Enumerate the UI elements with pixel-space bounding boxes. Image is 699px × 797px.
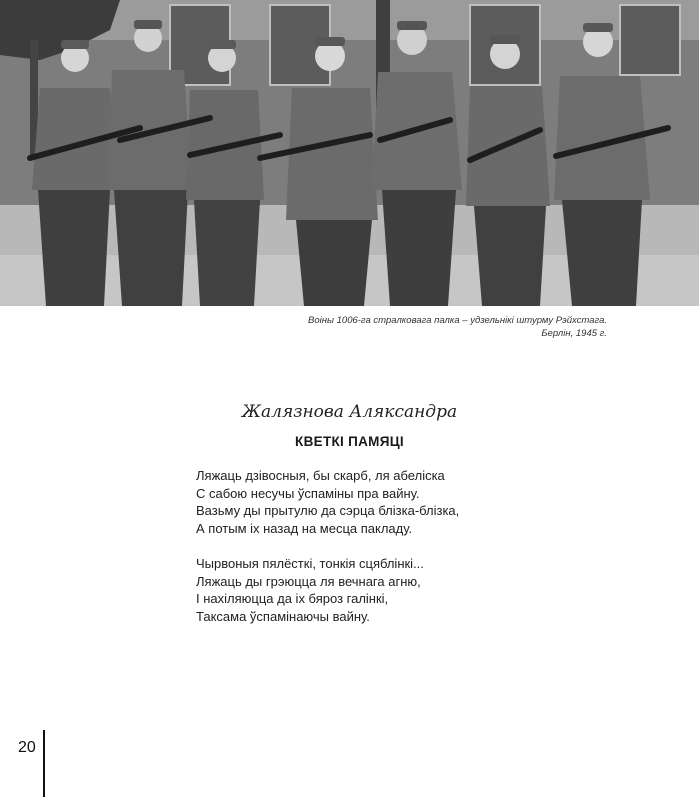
photo-caption: [187, 314, 607, 340]
poem-stanza-2: [196, 555, 616, 625]
poem-stanza-1: [196, 467, 616, 537]
poem-line: А потым іх назад на месца пакладу.: [196, 520, 413, 536]
poem-line: Чырвоныя пялёсткі, тонкія сцяблінкі...: [196, 556, 424, 571]
caption-line-1: Воіны 1006-га стралковага палка – удзельнікі штурму Рэйхстага.: [308, 315, 607, 326]
page-number: 20: [18, 739, 36, 756]
poem-line: С сабою несучы ўспаміны пра вайну.: [196, 485, 420, 501]
soldiers-photo-illustration: [0, 0, 699, 306]
poem-line: І нахіляюцца да іх бяроз галінкі,: [196, 591, 389, 606]
poem-title: КВЕТКІ ПАМЯЦІ: [295, 434, 404, 449]
poem-line: Ляжаць дзівосныя, бы скарб, ля абеліска: [196, 468, 445, 483]
poem-line: Вазьму ды прытулю да сэрца блізка-блізка,: [196, 503, 460, 518]
author-name: Жалязнова Аляксандра: [241, 402, 458, 422]
poem-line: Ляжаць ды грэюцца ля вечнага агню,: [196, 573, 421, 589]
poem-line: Таксама ўспамінаючы вайну.: [196, 608, 370, 624]
caption-line-2: Берлін, 1945 г.: [541, 328, 607, 339]
historical-photo: [0, 0, 699, 306]
page-number-rule: [43, 730, 45, 797]
